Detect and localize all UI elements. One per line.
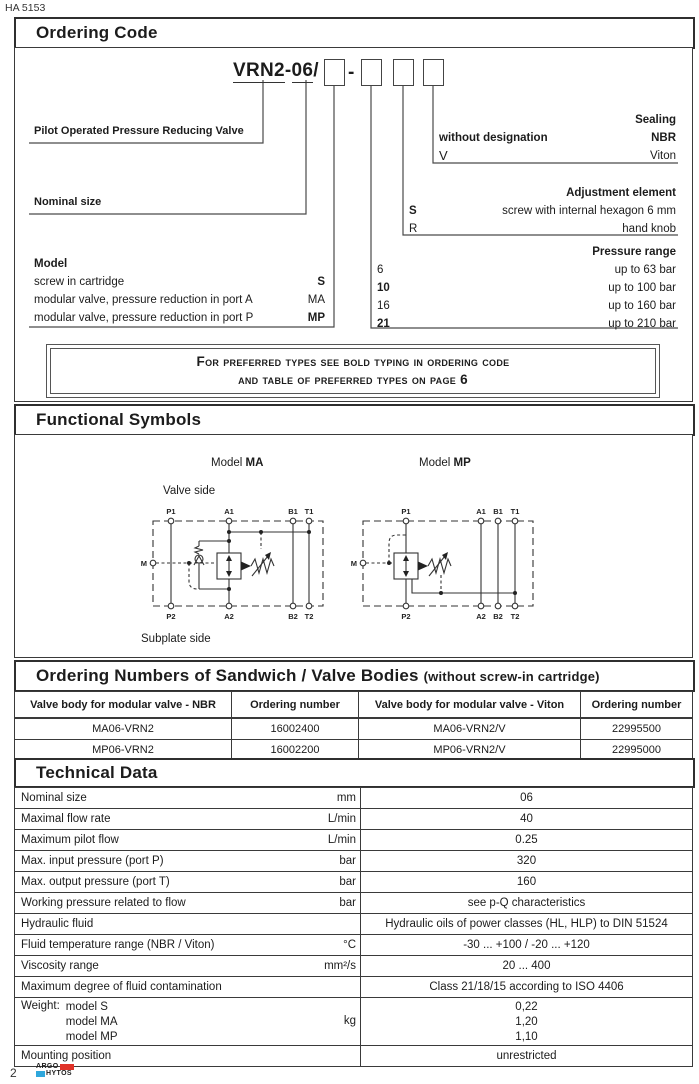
model-block: [34, 255, 325, 327]
tech-unit: °C: [343, 939, 356, 951]
tech-row-weight: [15, 997, 692, 1045]
ma-port-label: A2: [224, 612, 234, 621]
tech-row: [15, 808, 692, 829]
tech-value: 160: [360, 872, 692, 892]
pressure-row-code: 10: [377, 282, 390, 294]
tech-row: [15, 913, 692, 934]
tech-row: [15, 1045, 692, 1066]
code-box-pressure: [361, 59, 382, 86]
weight-value: 1,20: [515, 1016, 538, 1028]
weight-value: 1,10: [515, 1031, 538, 1043]
model-mp-caption-code: MP: [453, 457, 471, 469]
mp-port-label: A2: [476, 612, 486, 621]
ma-port-label: P2: [166, 612, 176, 621]
ma-port-label: P1: [166, 507, 176, 516]
pressure-row-code: 16: [377, 300, 390, 312]
adjustment-row-code: S: [409, 205, 417, 217]
mp-port-label: A1: [476, 507, 486, 516]
tech-param: Mounting position: [21, 1050, 112, 1062]
adjustment-row: [409, 220, 676, 238]
sealing-row-code: V: [439, 148, 448, 163]
model-row: [34, 309, 325, 327]
tech-value: Hydraulic oils of power classes (HL, HLP) to DIN 51524: [360, 914, 692, 934]
pressure-row-label: up to 210 bar: [608, 318, 676, 330]
valve-body-cell: MA06-VRN2: [15, 718, 231, 739]
model-row-label: screw in cartridge: [34, 276, 125, 288]
column-header: Ordering number: [231, 692, 358, 718]
table-row: [15, 739, 692, 760]
sealing-row-label: Viton: [649, 150, 676, 162]
mp-port-label: M: [351, 559, 357, 568]
ordering-number-cell: 16002200: [231, 739, 358, 760]
valve-body-cell: MA06-VRN2/V: [358, 718, 580, 739]
tech-value: 06: [360, 788, 692, 808]
model-row-label: modular valve, pressure reduction in port A: [34, 294, 253, 306]
model-row-code: MA: [307, 294, 325, 306]
adjustment-row-label: screw with internal hexagon 6 mm: [502, 205, 676, 217]
tech-value: 320: [360, 851, 692, 871]
tech-value: 40: [360, 809, 692, 829]
tech-row: [15, 892, 692, 913]
tech-param: Nominal size: [21, 792, 87, 804]
mp-port-label: P2: [401, 612, 411, 621]
ordering-code-title: Ordering Code: [36, 23, 158, 42]
model-row: [34, 291, 325, 309]
code-box-model: [324, 59, 345, 86]
weight-model-label: model S: [65, 1001, 108, 1013]
logo-blue-block: [36, 1071, 45, 1077]
code-size: 06: [291, 60, 314, 81]
column-header: Valve body for modular valve - Viton: [358, 692, 580, 718]
ma-port-label: B2: [288, 612, 298, 621]
tech-unit: bar: [339, 876, 356, 888]
pressure-range-block: [377, 243, 676, 333]
ordering-numbers-title: [36, 666, 600, 686]
tech-row: [15, 934, 692, 955]
page-number: 2: [10, 1066, 17, 1080]
ordering-code-header: [14, 17, 695, 49]
pressure-row-label: up to 160 bar: [608, 300, 676, 312]
tech-param: Max. output pressure (port T): [21, 876, 170, 888]
model-row-label: modular valve, pressure reduction in port P: [34, 312, 254, 324]
tech-unit: bar: [339, 897, 356, 909]
tech-param: Maximum degree of fluid contamination: [21, 981, 222, 993]
tech-row: [15, 850, 692, 871]
logo-red-block: [60, 1064, 74, 1070]
column-header: Ordering number: [580, 692, 692, 718]
pressure-row-label: up to 100 bar: [608, 282, 676, 294]
document-code: HA 5153: [5, 2, 46, 14]
ordering-number-cell: 16002400: [231, 718, 358, 739]
tech-value: unrestricted: [360, 1046, 692, 1066]
tech-param: Viscosity range: [21, 960, 99, 972]
tech-value: see p-Q characteristics: [360, 893, 692, 913]
ordering-code-string: [233, 60, 319, 82]
mp-port-label: T1: [510, 507, 520, 516]
adjustment-block: [409, 184, 676, 238]
tech-value: Class 21/18/15 according to ISO 4406: [360, 977, 692, 997]
sealing-row-label: NBR: [651, 132, 676, 144]
mp-port-label: B2: [493, 612, 503, 621]
weight-value: 0,22: [515, 1001, 538, 1013]
ma-port-label: M: [141, 559, 147, 568]
weight-model-label: model MP: [65, 1031, 118, 1043]
code-box-separator: -: [348, 62, 355, 83]
model-title: Model: [34, 258, 68, 270]
subplate-side-label: Subplate side: [141, 633, 211, 645]
tech-unit: mm: [336, 792, 356, 804]
pressure-row-code: 6: [377, 264, 384, 276]
ma-port-label: A1: [224, 507, 234, 516]
mp-port-label: T2: [510, 612, 520, 621]
adjustment-row: [409, 202, 676, 220]
ordering-numbers-title-main: Ordering Numbers of Sandwich / Valve Bodies: [36, 666, 419, 685]
pressure-range-title: Pressure range: [592, 246, 676, 258]
ordering-numbers-header-row: [15, 692, 692, 718]
tech-value: 0.25: [360, 830, 692, 850]
code-slash: /: [313, 60, 319, 81]
code-dash: -: [284, 60, 292, 81]
tech-row: [15, 871, 692, 892]
column-header: Valve body for modular valve - NBR: [15, 692, 231, 718]
ma-port-label: T2: [304, 612, 314, 621]
ordering-number-cell: 22995500: [580, 718, 692, 739]
model-ma-caption-code: MA: [245, 457, 264, 469]
technical-data-header: [14, 758, 695, 788]
tech-value: 20 ... 400: [360, 956, 692, 976]
adjustment-row-code: R: [409, 223, 418, 235]
model-mp-caption: [419, 457, 471, 469]
ordering-code-diagram: [14, 47, 693, 402]
logo-hytos-text: HYTOS: [46, 1070, 72, 1077]
valve-body-cell: MP06-VRN2/V: [358, 739, 580, 760]
model-row-code: S: [317, 276, 325, 288]
tech-param: Weight:: [21, 1000, 60, 1012]
mp-port-label: P1: [401, 507, 411, 516]
functional-symbols-title: Functional Symbols: [36, 410, 202, 429]
ordering-number-cell: 22995000: [580, 739, 692, 760]
adjustment-title: Adjustment element: [566, 187, 676, 199]
pressure-row: [377, 297, 676, 315]
table-row: [15, 718, 692, 739]
adjustment-row-label: hand knob: [622, 223, 676, 235]
code-box-adjustment: [393, 59, 414, 86]
weight-model-label: model MA: [65, 1016, 118, 1028]
tech-row: [15, 829, 692, 850]
logo-argo-text: ARGO: [36, 1063, 59, 1070]
functional-symbols-diagrams: [14, 434, 693, 658]
functional-symbols-header: [14, 404, 695, 436]
note-line-1: For preferred types see bold typing in ordering code: [196, 354, 510, 369]
valve-side-label: Valve side: [163, 485, 216, 497]
tech-unit: L/min: [327, 813, 356, 825]
pressure-row: [377, 315, 676, 333]
pressure-row: [377, 279, 676, 297]
model-mp-schematic: [351, 501, 561, 629]
tech-param: Working pressure related to flow: [21, 897, 186, 909]
tech-unit: L/min: [327, 834, 356, 846]
ordering-numbers-title-suffix: (without screw-in cartridge): [423, 669, 600, 684]
code-box-sealing: [423, 59, 444, 86]
pressure-row-label: up to 63 bar: [614, 264, 676, 276]
tech-unit: kg: [343, 1015, 356, 1027]
ma-port-label: T1: [304, 507, 314, 516]
model-ma-caption-word: Model: [211, 457, 243, 469]
tech-param: Max. input pressure (port P): [21, 855, 164, 867]
valve-body-cell: MP06-VRN2: [15, 739, 231, 760]
model-row: [34, 273, 325, 291]
tech-param: Maximum pilot flow: [21, 834, 119, 846]
note-line-2: and table of preferred types on page 6: [238, 372, 468, 387]
product-label: Pilot Operated Pressure Reducing Valve: [34, 125, 244, 137]
ordering-numbers-table: [14, 691, 693, 761]
tech-row: [15, 976, 692, 997]
model-row-code: MP: [307, 312, 325, 324]
nominal-size-label: Nominal size: [34, 196, 102, 208]
technical-data-table: [14, 787, 693, 1067]
tech-param: Fluid temperature range (NBR / Viton): [21, 939, 215, 951]
preferred-types-note: [46, 344, 660, 398]
pressure-row: [377, 261, 676, 279]
model-ma-caption: [211, 457, 263, 469]
tech-param: Maximal flow rate: [21, 813, 111, 825]
tech-unit: bar: [339, 855, 356, 867]
sealing-row: [439, 129, 676, 147]
pressure-row-code: 21: [377, 318, 390, 330]
preferred-types-note-text: [50, 348, 656, 394]
tech-row: [15, 788, 692, 808]
model-mp-caption-word: Model: [419, 457, 451, 469]
mp-port-label: B1: [493, 507, 503, 516]
sealing-row-code: without designation: [439, 132, 548, 144]
model-ma-schematic: [141, 501, 351, 629]
tech-param: Hydraulic fluid: [21, 918, 94, 930]
tech-value: -30 ... +100 / -20 ... +120: [360, 935, 692, 955]
code-prefix: VRN2: [233, 60, 285, 81]
sealing-block: [439, 111, 676, 165]
argo-hytos-logo: [36, 1063, 74, 1077]
ma-port-label: B1: [288, 507, 298, 516]
ordering-numbers-header: [14, 660, 695, 692]
tech-row: [15, 955, 692, 976]
technical-data-title: Technical Data: [36, 763, 158, 782]
sealing-row: [439, 147, 676, 165]
sealing-title: Sealing: [635, 114, 676, 126]
tech-unit: mm²/s: [324, 960, 356, 972]
